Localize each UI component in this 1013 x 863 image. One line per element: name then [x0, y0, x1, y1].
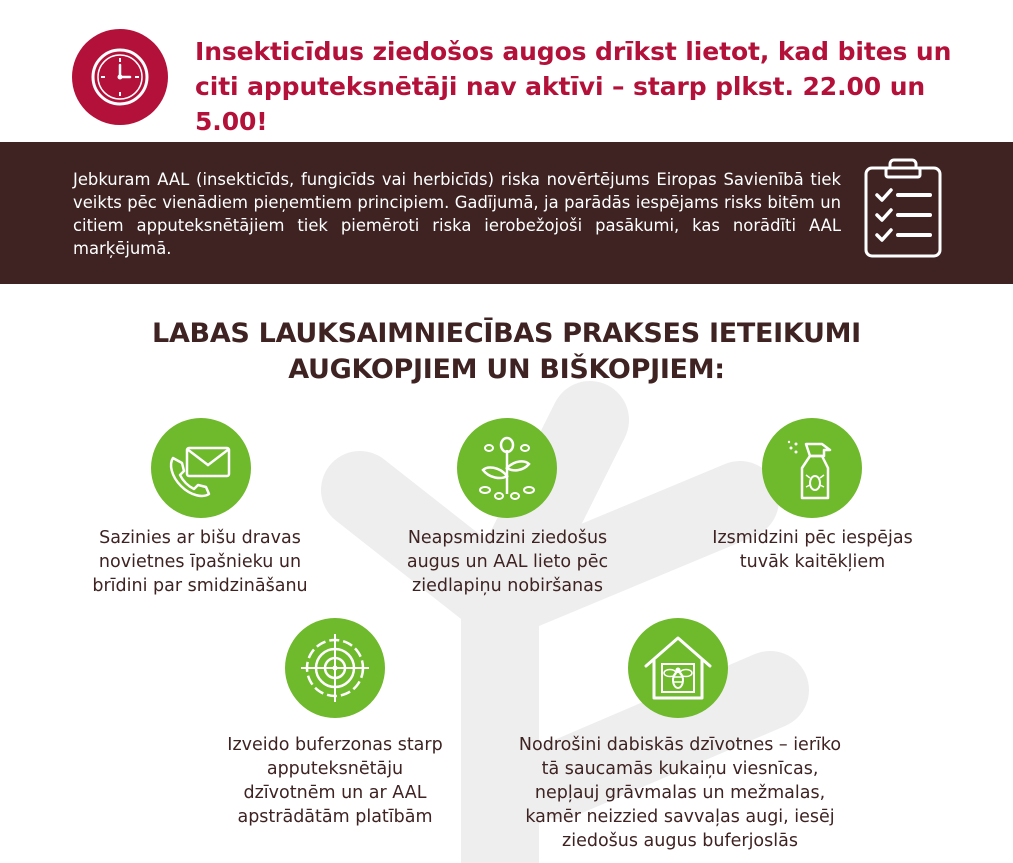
tip-line: tuvāk kaitēkļiem	[739, 552, 886, 572]
section-title-line-2: AUGKOPJIEM UN BIŠKOPJIEM:	[288, 354, 725, 385]
tip-house-text	[495, 733, 865, 853]
tip-line: ziedošus augus buferjoslās	[562, 831, 798, 851]
warning-text	[195, 34, 985, 139]
tip-line: tā saucamās kukaiņu viesnīcas,	[541, 759, 819, 779]
tip-flower-text	[375, 526, 640, 598]
tip-contact-text	[60, 526, 340, 598]
tip-target-text	[190, 733, 480, 829]
tip-line: dzīvotnēm un ar AAL	[243, 783, 427, 803]
section-title	[0, 316, 1013, 388]
phone-envelope-icon	[151, 418, 251, 518]
warning-line-1: Insekticīdus ziedošos augos drīkst lietot, kad bites un	[195, 37, 952, 66]
spray-bottle-icon	[762, 418, 862, 518]
tip-line: augus un AAL lieto pēc	[406, 552, 609, 572]
tip-line: apstrādātām platībām	[237, 807, 433, 827]
info-band	[0, 142, 1013, 284]
target-icon	[285, 618, 385, 718]
clipboard-checklist-icon	[862, 156, 944, 264]
tip-line: Izveido buferzonas starp	[227, 735, 443, 755]
tip-line: Izsmidzini pēc iespējas	[712, 528, 913, 548]
tip-spray-text	[670, 526, 955, 574]
flower-icon	[457, 418, 557, 518]
warning-banner	[0, 0, 1013, 142]
tip-line: Sazinies ar bišu dravas	[99, 528, 301, 548]
info-text: Jebkuram AAL (insekticīds, fungicīds vai herbicīds) riska novērtējums Eiropas Savienībā tiek veikts pēc vienādiem pieņemtiem principiem. Gadījumā, ja parādās iespējams risks bitēm un citiem apputeksnētājiem tiek piemēroti riska ierobežojoši pasākumi, kas norādīti AAL marķējumā.	[73, 170, 841, 258]
insect-house-icon	[628, 618, 728, 718]
tip-line: ziedlapiņu nobiršanas	[412, 576, 603, 596]
clock-icon	[72, 29, 168, 125]
tip-line: Neapsmidzini ziedošus	[407, 528, 608, 548]
warning-line-2: citi apputeksnētāji nav aktīvi – starp plkst. 22.00 un 5.00!	[195, 72, 926, 136]
section-title-line-1: LABAS LAUKSAIMNIECĪBAS PRAKSES IETEIKUMI	[152, 318, 861, 349]
tip-line: novietnes īpašnieku un	[98, 552, 302, 572]
tip-line: brīdini par smidzināšanu	[92, 576, 308, 596]
tip-line: kamēr neizzied savvaļas augi, iesēj	[525, 807, 835, 827]
tip-line: Nodrošini dabiskās dzīvotnes – ierīko	[518, 735, 842, 755]
tip-line: apputeksnētāju	[266, 759, 404, 779]
tip-line: nepļauj grāvmalas un mežmalas,	[534, 783, 826, 803]
